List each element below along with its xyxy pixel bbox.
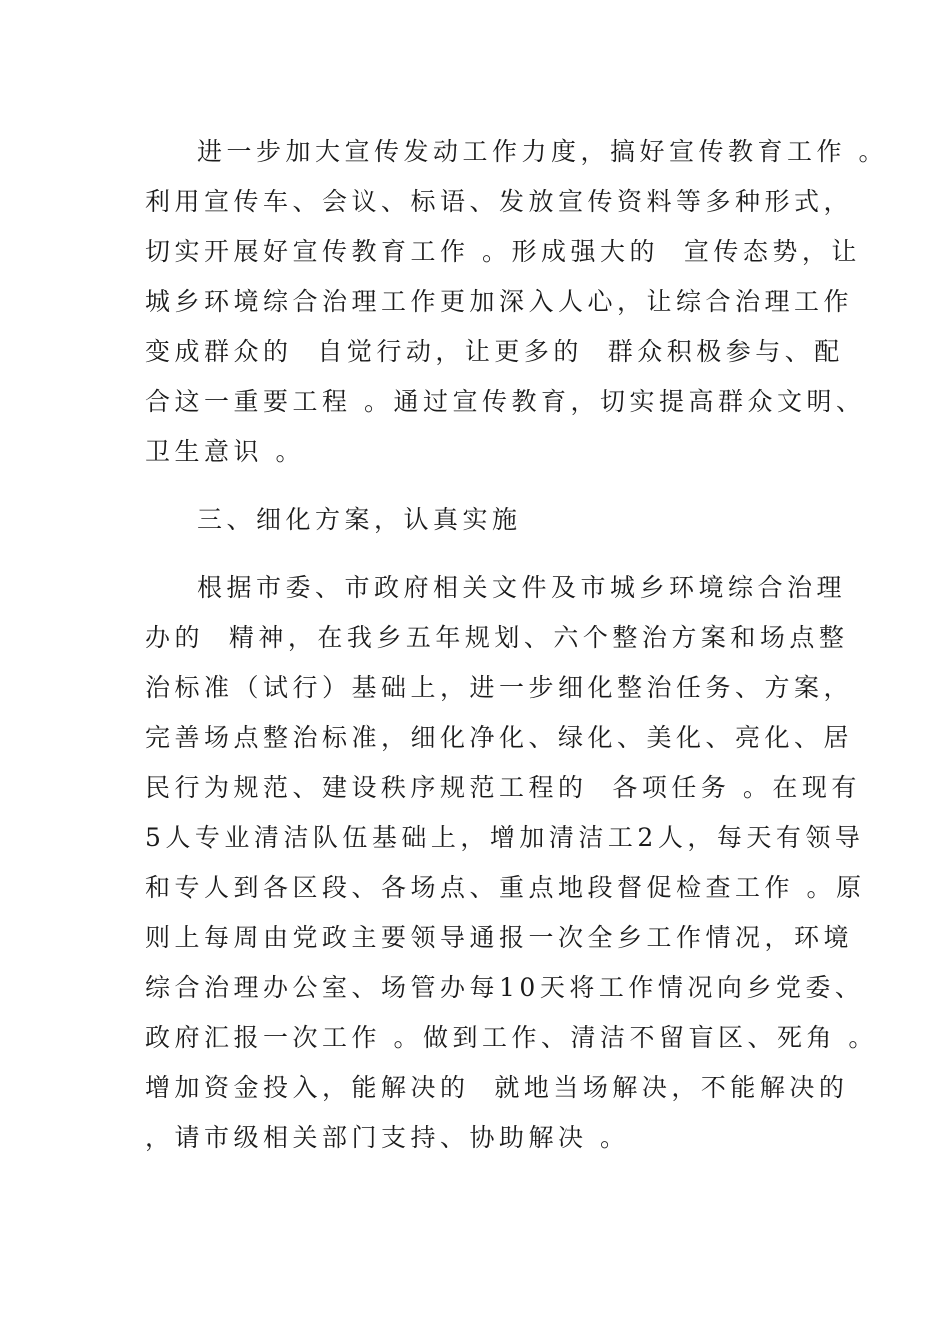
paragraph-3-line-5: 民行为规范、建设秩序规范工程的 各项任务 。在现有 [145, 773, 861, 802]
paragraph-1-line-4: 城乡环境综合治理工作更加深入人心，让综合治理工作 [145, 287, 854, 316]
paragraph-1-line-2: 利用宣传车、会议、标语、发放宣传资料等多种形式， [145, 187, 854, 216]
paragraph-1-line-1: 进一步加大宣传发动工作力度，搞好宣传教育工作 。 [197, 137, 888, 166]
paragraph-3-line-9: 综合治理办公室、场管办每10天将工作情况向乡党委、 [145, 973, 865, 1002]
paragraph-1-line-7: 卫生意识 。 [145, 437, 305, 466]
paragraph-1-line-5: 变成群众的 自觉行动，让更多的 群众积极参与、配 [145, 337, 844, 366]
paragraph-3-line-8: 则上每周由党政主要领导通报一次全乡工作情况，环境 [145, 923, 854, 952]
paragraph-3-line-7: 和专人到各区段、各场点、重点地段督促检查工作 。原 [145, 873, 866, 902]
paragraph-3-line-12: ，请市级相关部门支持、协助解决 。 [145, 1123, 630, 1152]
paragraph-3-line-10: 政府汇报一次工作 。做到工作、清洁不留盲区、死角 。 [145, 1023, 878, 1052]
paragraph-3-line-11: 增加资金投入，能解决的 就地当场解决，不能解决的 [145, 1073, 849, 1102]
paragraph-3-line-2: 办的 精神，在我乡五年规划、六个整治方案和场点整 [145, 623, 849, 652]
paragraph-1-line-3: 切实开展好宣传教育工作 。形成强大的 宣传态势，让 [145, 237, 861, 266]
paragraph-3-line-1: 根据市委、市政府相关文件及市城乡环境综合治理 [197, 573, 847, 602]
paragraph-1-line-6: 合这一重要工程 。通过宣传教育，切实提高群众文明、 [145, 387, 866, 416]
section-heading: 三、细化方案，认真实施 [197, 505, 522, 534]
paragraph-3-line-3: 治标准（试行）基础上，进一步细化整治任务、方案， [145, 673, 854, 702]
paragraph-3-line-4: 完善场点整治标准，细化净化、绿化、美化、亮化、居 [145, 723, 854, 752]
paragraph-3-line-6: 5人专业清洁队伍基础上，增加清洁工2人，每天有领导 [145, 823, 865, 852]
